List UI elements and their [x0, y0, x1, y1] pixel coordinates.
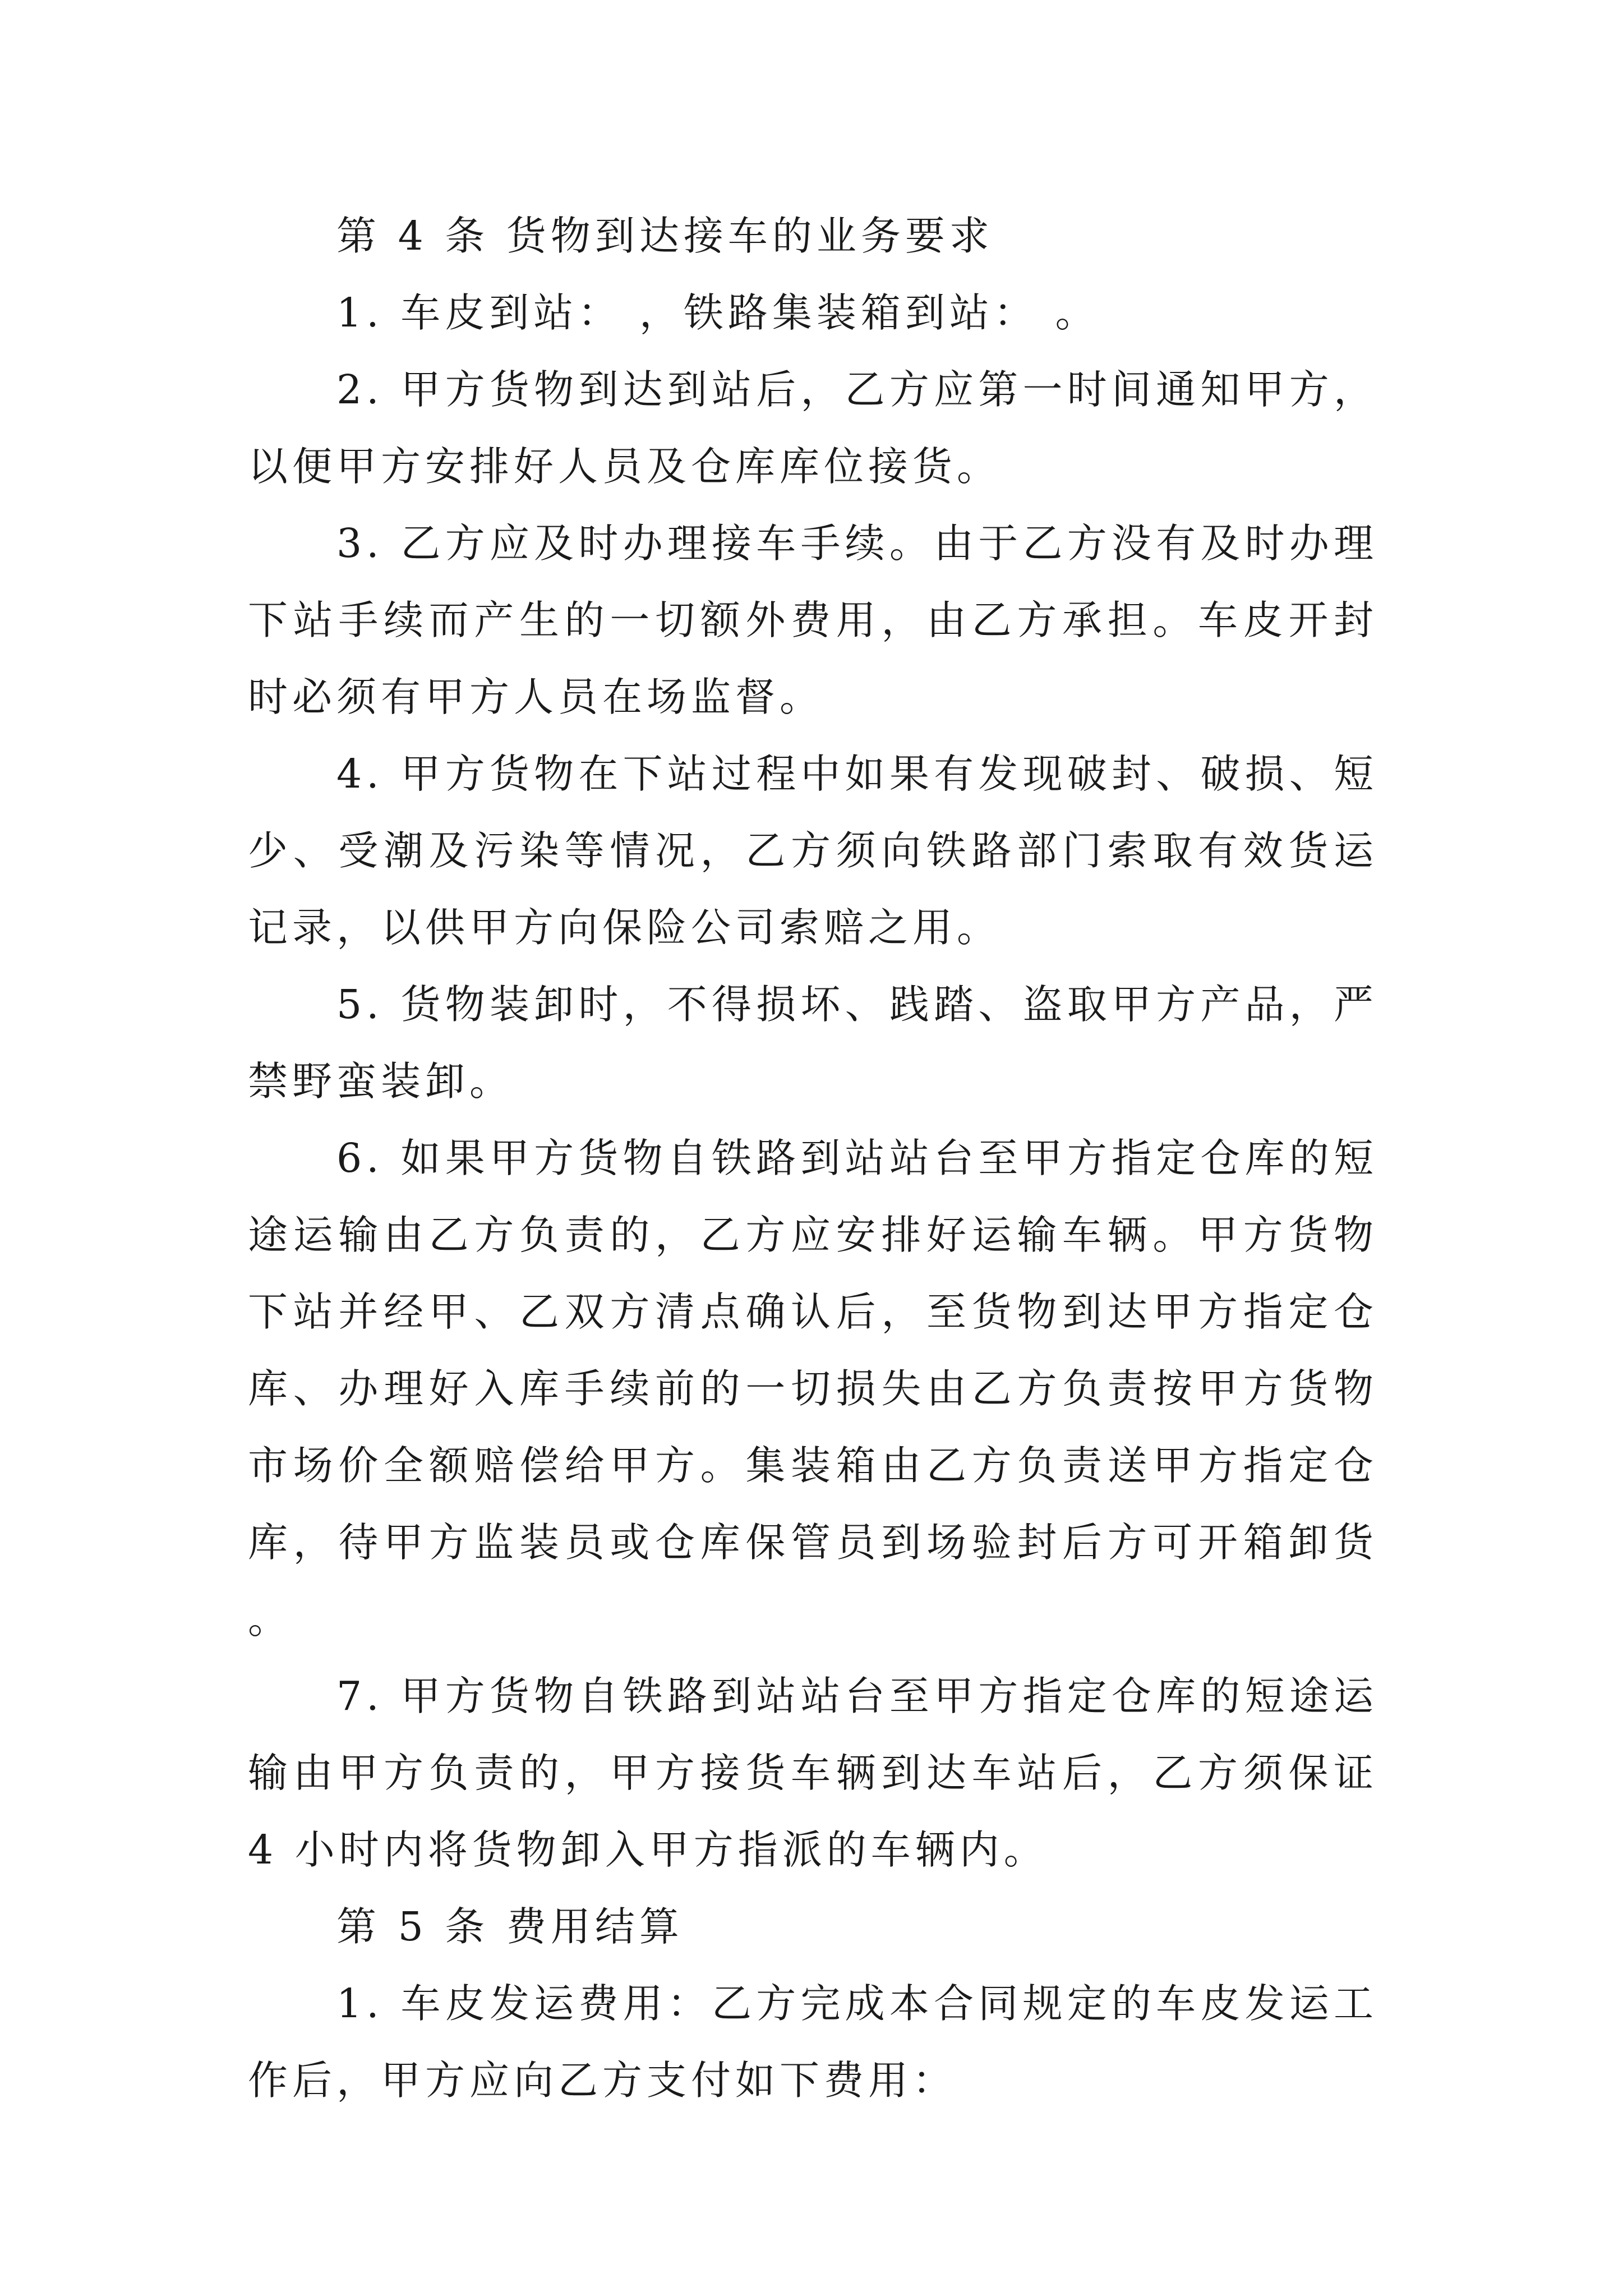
section-4-item-6: 6. 如果甲方货物自铁路到站站台至甲方指定仓库的短途运输由乙方负责的，乙方应安排好运输车辆。甲方货物下站并经甲、乙双方清点确认后，至货物到达甲方指定仓库、办理好入库手续前的一切损失由乙方负责按甲方货物市场价全额赔偿给甲方。集装箱由乙方负责送甲方指定仓库，待甲方监装员或仓库保管员到场验封后方可开箱卸货。 — [248, 1135, 1378, 1642]
section-4-item-5: 5. 货物装卸时，不得损坏、践踏、盗取甲方产品，严禁野蛮装卸。 — [248, 981, 1378, 1105]
document-body — [248, 197, 1378, 2119]
section-4-item-1: 1. 车皮到站： ，铁路集装箱到站： 。 — [336, 289, 1100, 336]
section-5-item-1: 1. 车皮发运费用：乙方完成本合同规定的车皮发运工作后，甲方应向乙方支付如下费用： — [248, 1980, 1378, 2104]
section-4-heading: 第 4 条 货物到达接车的业务要求 — [336, 213, 994, 259]
section-4-item-4: 4. 甲方货物在下站过程中如果有发现破封、破损、短少、受潮及污染等情况，乙方须向铁路部门索取有效货运记录，以供甲方向保险公司索赔之用。 — [248, 751, 1378, 951]
section-4-item-7: 7. 甲方货物自铁路到站站台至甲方指定仓库的短途运输由甲方负责的，甲方接货车辆到达车站后，乙方须保证 4 小时内将货物卸入甲方指派的车辆内。 — [248, 1673, 1378, 1873]
section-4-item-2: 2. 甲方货物到达到站后，乙方应第一时间通知甲方，以便甲方安排好人员及仓库库位接货。 — [248, 366, 1378, 490]
section-5-heading: 第 5 条 费用结算 — [336, 1903, 684, 1950]
section-4-item-3: 3. 乙方应及时办理接车手续。由于乙方没有及时办理下站手续而产生的一切额外费用，由乙方承担。车皮开封时必须有甲方人员在场监督。 — [248, 520, 1378, 720]
